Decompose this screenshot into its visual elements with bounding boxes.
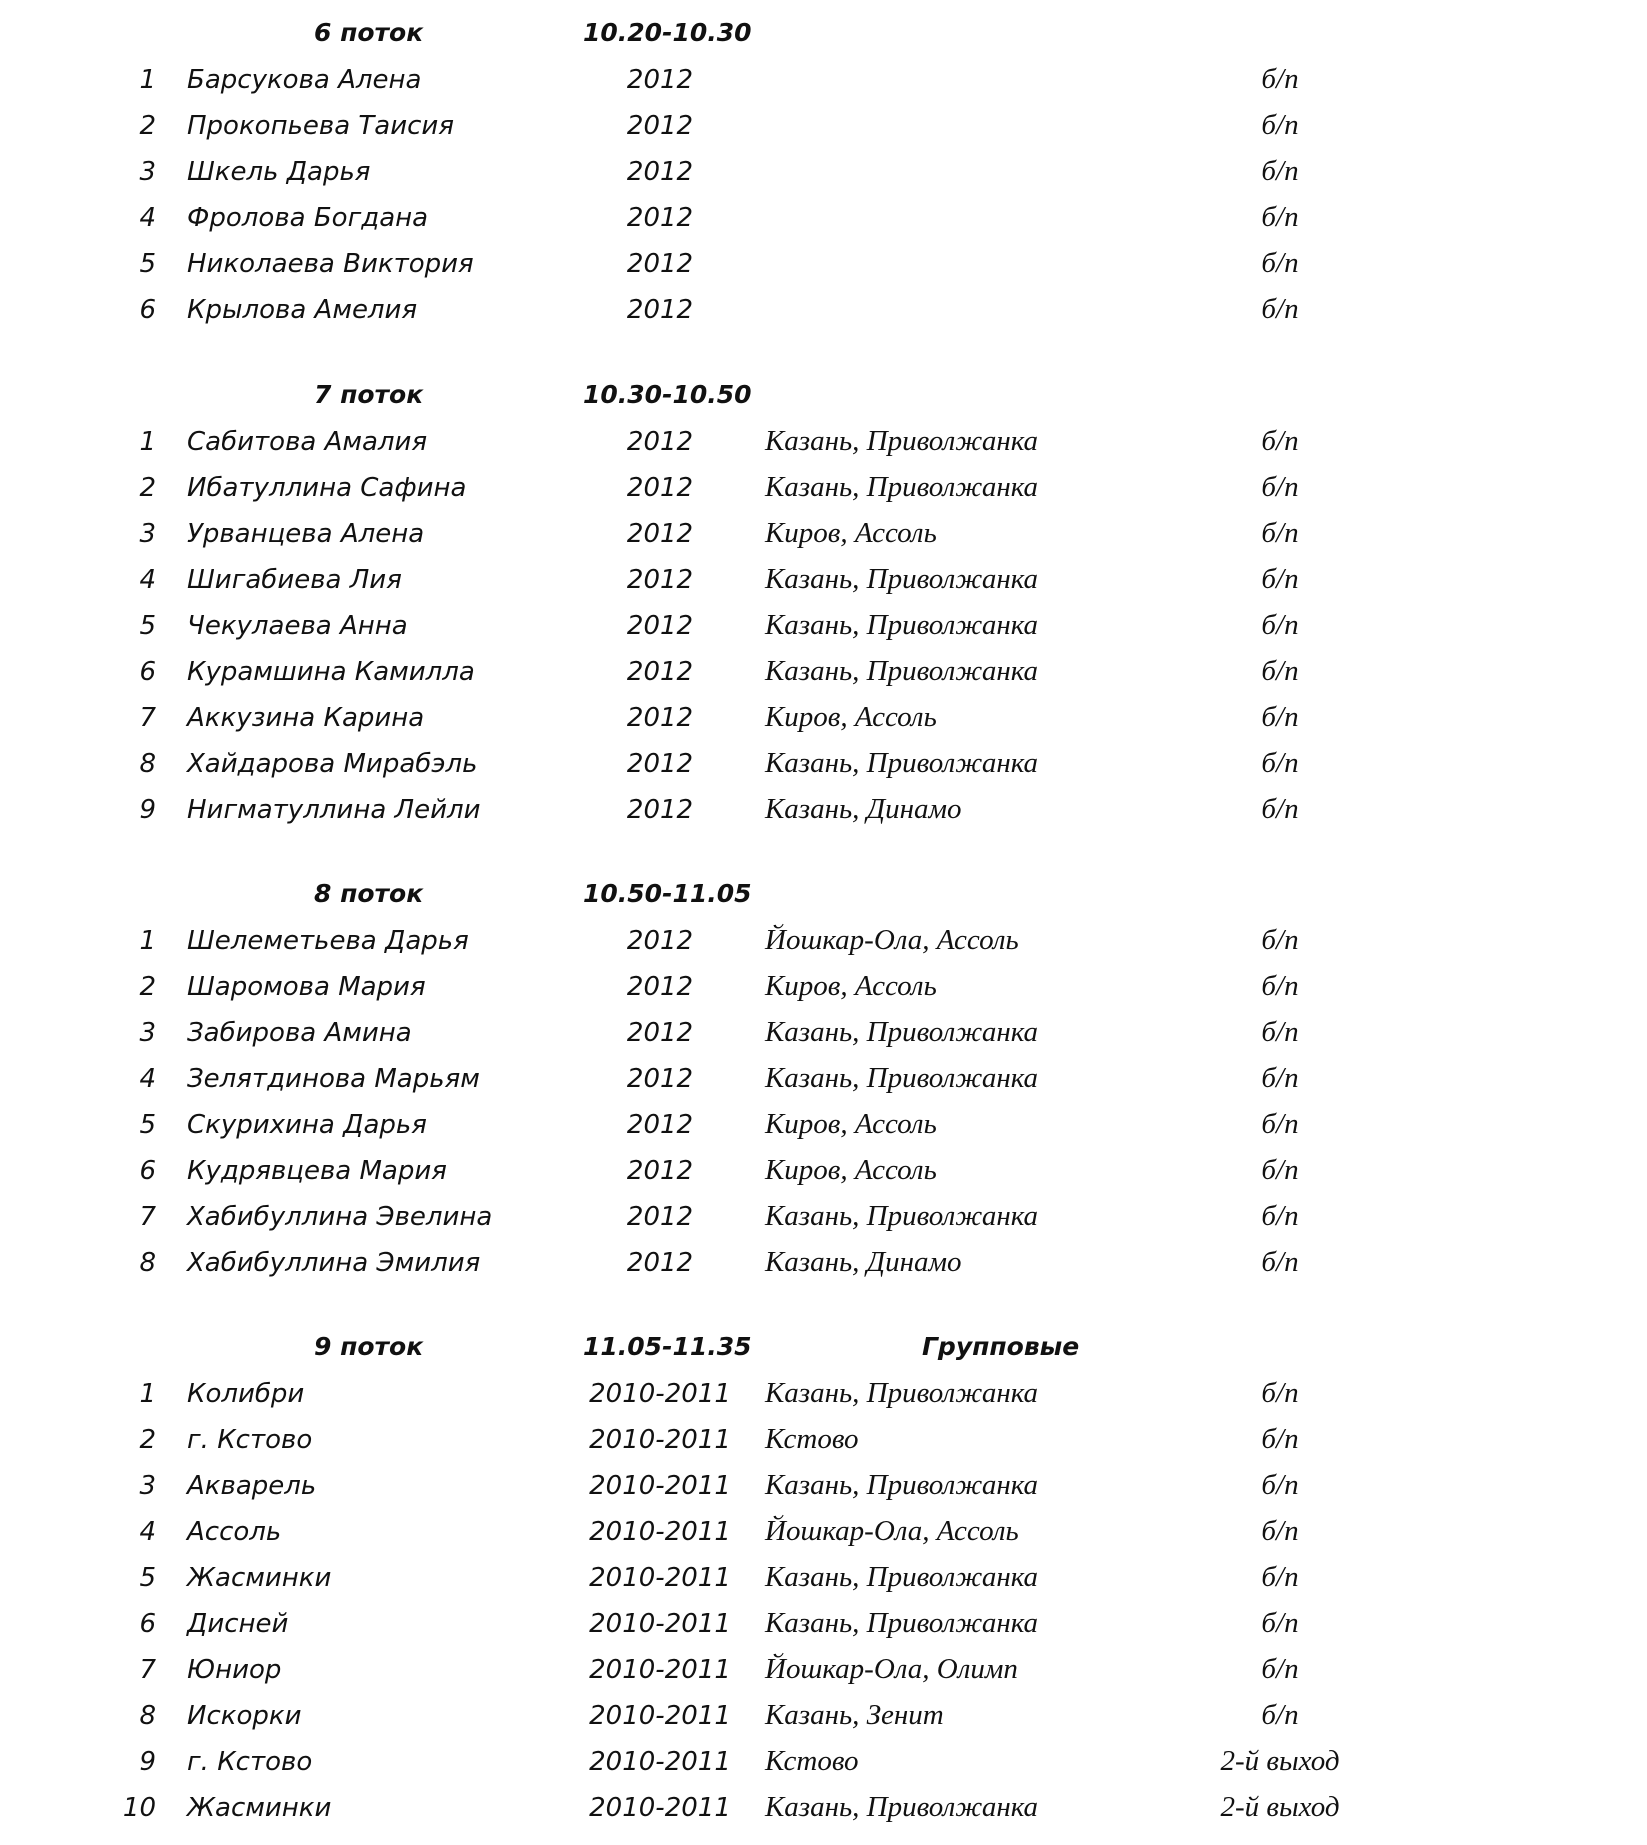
participant-row <box>0 560 1647 606</box>
row-number: 2 <box>139 972 156 1002</box>
birth-year: 2012 <box>626 565 694 595</box>
club-city: Казань, Приволжанка <box>765 1607 1039 1639</box>
row-number: 7 <box>139 1202 156 1232</box>
participant-name: г. Кстово <box>187 1425 313 1455</box>
participant-name: Аккузина Карина <box>187 703 425 733</box>
stream-section-8 <box>0 875 1647 1289</box>
participant-row <box>0 1374 1647 1420</box>
entry-status: б/п <box>1261 1108 1299 1140</box>
row-number: 3 <box>139 1471 156 1501</box>
club-city: Казань, Приволжанка <box>765 1200 1039 1232</box>
birth-year: 2012 <box>626 1156 694 1186</box>
entry-status: б/п <box>1261 155 1299 187</box>
entry-status: б/п <box>1261 1699 1299 1731</box>
participant-row <box>0 744 1647 790</box>
entry-status: б/п <box>1261 701 1299 733</box>
participant-name: Николаева Виктория <box>187 249 474 279</box>
entry-status: б/п <box>1261 517 1299 549</box>
participant-row <box>0 1558 1647 1604</box>
participant-name: Жасминки <box>187 1793 332 1823</box>
club-city: Кстово <box>765 1745 859 1777</box>
row-number: 1 <box>139 427 156 457</box>
birth-year: 2010-2011 <box>589 1563 731 1593</box>
participant-name: Ассоль <box>187 1517 282 1547</box>
club-city: Йошкар-Ола, Ассоль <box>765 1515 1019 1547</box>
birth-year: 2012 <box>626 703 694 733</box>
entry-status: б/п <box>1261 109 1299 141</box>
birth-year: 2010-2011 <box>589 1655 731 1685</box>
entry-status: б/п <box>1261 247 1299 279</box>
participant-name: г. Кстово <box>187 1747 313 1777</box>
row-number: 1 <box>139 926 156 956</box>
entry-status: б/п <box>1261 655 1299 687</box>
birth-year: 2012 <box>626 1018 694 1048</box>
club-city: Казань, Динамо <box>765 793 962 825</box>
stream-title: 6 поток <box>314 18 424 47</box>
birth-year: 2010-2011 <box>589 1379 731 1409</box>
row-number: 6 <box>139 1609 156 1639</box>
row-number: 4 <box>139 1517 156 1547</box>
participant-row <box>0 1013 1647 1059</box>
birth-year: 2012 <box>626 611 694 641</box>
club-city: Киров, Ассоль <box>765 701 937 733</box>
entry-status: б/п <box>1261 471 1299 503</box>
row-number: 4 <box>139 1064 156 1094</box>
entry-status: б/п <box>1261 1154 1299 1186</box>
entry-status: б/п <box>1261 201 1299 233</box>
row-number: 3 <box>139 519 156 549</box>
club-city: Казань, Зенит <box>765 1699 944 1731</box>
row-number: 1 <box>139 65 156 95</box>
entry-status: б/п <box>1261 1377 1299 1409</box>
club-city: Йошкар-Ола, Ассоль <box>765 924 1019 956</box>
row-number: 3 <box>139 157 156 187</box>
participant-row <box>0 1742 1647 1788</box>
club-city: Казань, Приволжанка <box>765 1561 1039 1593</box>
participant-row <box>0 1696 1647 1742</box>
entry-status: б/п <box>1261 1200 1299 1232</box>
club-city: Киров, Ассоль <box>765 517 937 549</box>
participant-name: Скурихина Дарья <box>187 1110 427 1140</box>
row-number: 3 <box>139 1018 156 1048</box>
row-number: 5 <box>139 1110 156 1140</box>
participant-row <box>0 1512 1647 1558</box>
row-number: 2 <box>139 473 156 503</box>
participant-row <box>0 652 1647 698</box>
row-number: 7 <box>139 703 156 733</box>
club-city: Киров, Ассоль <box>765 1154 937 1186</box>
participant-name: Чекулаева Анна <box>187 611 408 641</box>
stream-time: 10.20-10.30 <box>583 18 752 47</box>
birth-year: 2010-2011 <box>589 1471 731 1501</box>
participant-row <box>0 106 1647 152</box>
club-city: Казань, Приволжанка <box>765 1791 1039 1823</box>
row-number: 5 <box>139 611 156 641</box>
birth-year: 2012 <box>626 1064 694 1094</box>
stream-header <box>0 1328 1647 1374</box>
stream-category: Групповые <box>922 1332 1080 1361</box>
club-city: Киров, Ассоль <box>765 1108 937 1140</box>
participant-name: Нигматуллина Лейли <box>187 795 481 825</box>
entry-status: б/п <box>1261 425 1299 457</box>
stream-section-6 <box>0 14 1647 336</box>
participant-row <box>0 1243 1647 1289</box>
row-number: 8 <box>139 1248 156 1278</box>
club-city: Казань, Динамо <box>765 1246 962 1278</box>
club-city: Казань, Приволжанка <box>765 655 1039 687</box>
entry-status: б/п <box>1261 293 1299 325</box>
row-number: 1 <box>139 1379 156 1409</box>
club-city: Казань, Приволжанка <box>765 1016 1039 1048</box>
participant-name: Дисней <box>187 1609 289 1639</box>
birth-year: 2012 <box>626 249 694 279</box>
participant-row <box>0 606 1647 652</box>
participant-name: Забирова Амина <box>187 1018 412 1048</box>
stream-title: 7 поток <box>314 380 424 409</box>
club-city: Йошкар-Ола, Олимп <box>765 1653 1018 1685</box>
row-number: 9 <box>139 1747 156 1777</box>
participant-row <box>0 1788 1647 1834</box>
participant-name: Ибатуллина Сафина <box>187 473 467 503</box>
participant-row <box>0 1604 1647 1650</box>
participant-name: Кудрявцева Мария <box>187 1156 447 1186</box>
club-city: Казань, Приволжанка <box>765 1469 1039 1501</box>
participant-name: Шаромова Мария <box>187 972 426 1002</box>
row-number: 10 <box>122 1793 156 1823</box>
row-number: 6 <box>139 1156 156 1186</box>
row-number: 6 <box>139 657 156 687</box>
participant-row <box>0 1420 1647 1466</box>
club-city: Кстово <box>765 1423 859 1455</box>
club-city: Казань, Приволжанка <box>765 471 1039 503</box>
participant-name: Искорки <box>187 1701 302 1731</box>
birth-year: 2012 <box>626 519 694 549</box>
row-number: 4 <box>139 203 156 233</box>
row-number: 8 <box>139 749 156 779</box>
birth-year: 2010-2011 <box>589 1701 731 1731</box>
entry-status: б/п <box>1261 1246 1299 1278</box>
club-city: Казань, Приволжанка <box>765 425 1039 457</box>
club-city: Казань, Приволжанка <box>765 1062 1039 1094</box>
participant-row <box>0 1197 1647 1243</box>
participant-row <box>0 60 1647 106</box>
birth-year: 2012 <box>626 657 694 687</box>
birth-year: 2010-2011 <box>589 1517 731 1547</box>
participant-name: Хабибуллина Эвелина <box>187 1202 493 1232</box>
entry-status: б/п <box>1261 1607 1299 1639</box>
participant-row <box>0 422 1647 468</box>
entry-status: б/п <box>1261 1062 1299 1094</box>
row-number: 7 <box>139 1655 156 1685</box>
entry-status: б/п <box>1261 1469 1299 1501</box>
birth-year: 2012 <box>626 473 694 503</box>
entry-status: б/п <box>1261 1016 1299 1048</box>
birth-year: 2010-2011 <box>589 1609 731 1639</box>
participant-name: Хабибуллина Эмилия <box>187 1248 481 1278</box>
row-number: 2 <box>139 1425 156 1455</box>
club-city: Казань, Приволжанка <box>765 563 1039 595</box>
participant-name: Зелятдинова Марьям <box>187 1064 480 1094</box>
participant-row <box>0 198 1647 244</box>
entry-status: б/п <box>1261 1653 1299 1685</box>
row-number: 4 <box>139 565 156 595</box>
birth-year: 2012 <box>626 203 694 233</box>
participant-row <box>0 244 1647 290</box>
stream-time: 10.30-10.50 <box>583 380 752 409</box>
participant-name: Юниор <box>187 1655 282 1685</box>
participant-name: Урванцева Алена <box>187 519 425 549</box>
participant-name: Хайдарова Мирабэль <box>187 749 478 779</box>
participant-row <box>0 1059 1647 1105</box>
participant-row <box>0 1466 1647 1512</box>
row-number: 5 <box>139 249 156 279</box>
participant-name: Фролова Богдана <box>187 203 429 233</box>
stream-section-9 <box>0 1328 1647 1834</box>
club-city: Казань, Приволжанка <box>765 609 1039 641</box>
birth-year: 2012 <box>626 1248 694 1278</box>
participant-name: Шелеметьева Дарья <box>187 926 469 956</box>
participant-name: Жасминки <box>187 1563 332 1593</box>
entry-status: б/п <box>1261 747 1299 779</box>
participant-row <box>0 790 1647 836</box>
birth-year: 2012 <box>626 926 694 956</box>
birth-year: 2010-2011 <box>589 1425 731 1455</box>
participant-row <box>0 290 1647 336</box>
stream-header <box>0 14 1647 60</box>
birth-year: 2012 <box>626 157 694 187</box>
row-number: 9 <box>139 795 156 825</box>
club-city: Казань, Приволжанка <box>765 747 1039 779</box>
row-number: 2 <box>139 111 156 141</box>
participant-row <box>0 967 1647 1013</box>
stream-header <box>0 875 1647 921</box>
row-number: 6 <box>139 295 156 325</box>
stream-title: 9 поток <box>314 1332 424 1361</box>
birth-year: 2012 <box>626 295 694 325</box>
birth-year: 2012 <box>626 1202 694 1232</box>
participant-name: Шигабиева Лия <box>187 565 402 595</box>
stream-time: 11.05-11.35 <box>583 1332 752 1361</box>
stream-time: 10.50-11.05 <box>583 879 752 908</box>
participant-name: Барсукова Алена <box>187 65 422 95</box>
birth-year: 2010-2011 <box>589 1747 731 1777</box>
participant-name: Прокопьева Таисия <box>187 111 454 141</box>
participant-row <box>0 1105 1647 1151</box>
participant-name: Колибри <box>187 1379 305 1409</box>
entry-status: б/п <box>1261 63 1299 95</box>
birth-year: 2012 <box>626 111 694 141</box>
entry-status: б/п <box>1261 924 1299 956</box>
participant-row <box>0 921 1647 967</box>
club-city: Киров, Ассоль <box>765 970 937 1002</box>
entry-status: б/п <box>1261 1561 1299 1593</box>
participant-name: Акварель <box>187 1471 317 1501</box>
participant-row <box>0 1650 1647 1696</box>
entry-status: 2-й выход <box>1220 1791 1340 1823</box>
row-number: 5 <box>139 1563 156 1593</box>
participant-name: Сабитова Амалия <box>187 427 428 457</box>
entry-status: б/п <box>1261 563 1299 595</box>
entry-status: 2-й выход <box>1220 1745 1340 1777</box>
stream-title: 8 поток <box>314 879 424 908</box>
participant-row <box>0 514 1647 560</box>
birth-year: 2010-2011 <box>589 1793 731 1823</box>
birth-year: 2012 <box>626 972 694 1002</box>
birth-year: 2012 <box>626 1110 694 1140</box>
entry-status: б/п <box>1261 970 1299 1002</box>
birth-year: 2012 <box>626 65 694 95</box>
participant-row <box>0 698 1647 744</box>
entry-status: б/п <box>1261 1515 1299 1547</box>
participant-name: Крылова Амелия <box>187 295 418 325</box>
birth-year: 2012 <box>626 427 694 457</box>
club-city: Казань, Приволжанка <box>765 1377 1039 1409</box>
participant-row <box>0 152 1647 198</box>
participant-name: Шкель Дарья <box>187 157 371 187</box>
participant-row <box>0 1151 1647 1197</box>
participant-row <box>0 468 1647 514</box>
stream-section-7 <box>0 376 1647 836</box>
row-number: 8 <box>139 1701 156 1731</box>
participant-name: Курамшина Камилла <box>187 657 475 687</box>
entry-status: б/п <box>1261 1423 1299 1455</box>
birth-year: 2012 <box>626 749 694 779</box>
entry-status: б/п <box>1261 609 1299 641</box>
entry-status: б/п <box>1261 793 1299 825</box>
stream-header <box>0 376 1647 422</box>
birth-year: 2012 <box>626 795 694 825</box>
